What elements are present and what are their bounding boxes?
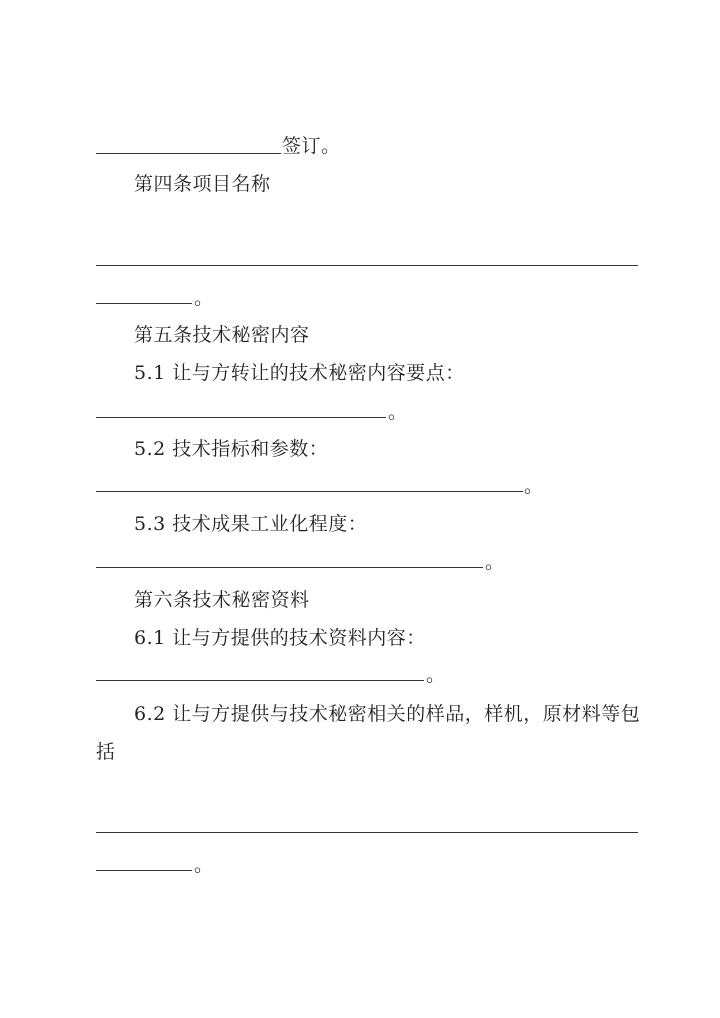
fill-in-blank-line (96, 153, 281, 154)
period-mark: 。 (194, 854, 214, 876)
period-mark: 。 (524, 475, 544, 497)
fill-in-blank-line (96, 417, 386, 418)
fill-in-blank-line (96, 265, 638, 266)
clause-5-2: 5.2 技术指标和参数： (134, 438, 329, 460)
fill-in-blank-line (96, 680, 424, 681)
article-4-heading: 第四条项目名称 (134, 173, 271, 195)
fill-in-blank-line (96, 303, 192, 304)
fill-in-blank-line (96, 870, 192, 871)
clause-5-3: 5.3 技术成果工业化程度： (134, 513, 368, 535)
period-mark: 。 (485, 551, 505, 573)
clause-6-2: 6.2 让与方提供与技术秘密相关的样品，样机，原材料等包 (134, 703, 641, 725)
period-mark: 。 (194, 287, 214, 309)
article-6-heading: 第六条技术秘密资料 (134, 589, 310, 611)
period-mark: 。 (426, 664, 446, 686)
fill-in-blank-line (96, 567, 483, 568)
signing-text: 签订。 (282, 135, 341, 157)
fill-in-blank-line (96, 491, 523, 492)
period-mark: 。 (388, 401, 408, 423)
clause-6-1: 6.1 让与方提供的技术资料内容： (134, 627, 426, 649)
clause-6-2-continued: 括 (96, 741, 116, 763)
clause-5-1: 5.1 让与方转让的技术秘密内容要点： (134, 362, 465, 384)
article-5-heading: 第五条技术秘密内容 (134, 324, 310, 346)
fill-in-blank-line (96, 832, 638, 833)
